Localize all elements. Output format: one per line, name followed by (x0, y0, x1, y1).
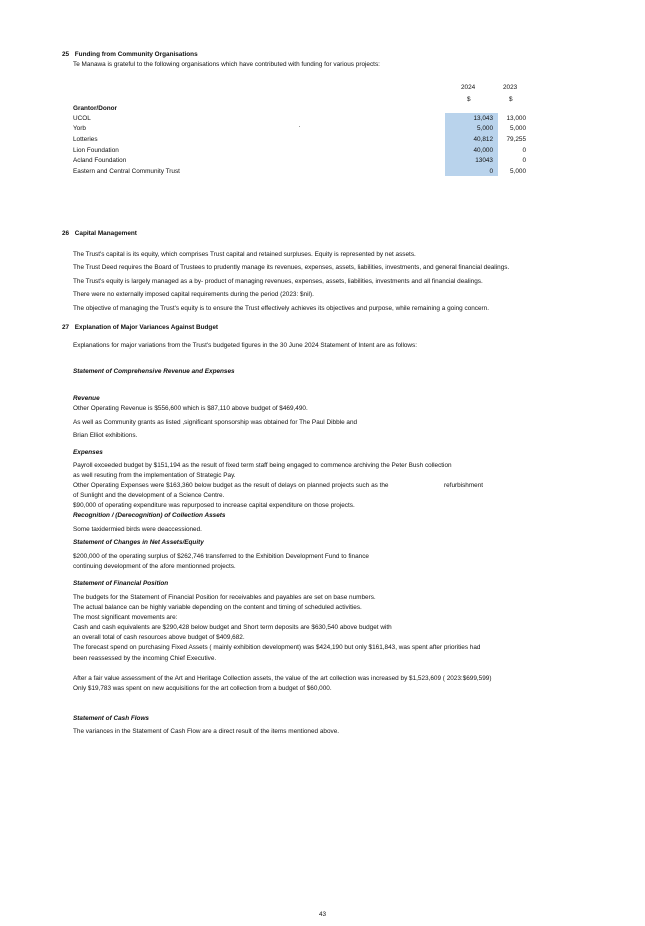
grantor-name: Acland Foundation (73, 157, 127, 164)
value-2023: 79,255 (506, 136, 526, 143)
value-2024: 40,812 (473, 136, 493, 143)
art-collection-line: Only $19,783 was spent on new acquisitions for the art collection from a budget of $60,000. (73, 685, 332, 692)
expenses-line: Other Operating Expenses were $163,360 below budget as the result of delays on planned projects such as the (73, 482, 389, 489)
section-title: Capital Management (74, 230, 137, 237)
value-2023: 0 (522, 147, 526, 154)
grantor-name: UCOL (73, 115, 91, 122)
net-assets-heading: Statement of Changes in Net Assets/Equity (73, 539, 204, 546)
page-number: 43 (318, 911, 327, 918)
capital-para: The Trust's capital is its equity, which comprises Trust capital and retained surpluses. Equity is represented by net assets. (73, 251, 416, 258)
value-2023: 0 (522, 157, 526, 164)
value-2024: 0 (489, 168, 493, 175)
capital-para: There were no externally imposed capital requirements during the period (2023: $nil). (73, 291, 314, 298)
cash-flows-heading: Statement of Cash Flows (73, 715, 149, 722)
expenses-heading: Expenses (73, 449, 103, 456)
section-25-heading (62, 51, 198, 59)
financial-position-line: The most significant movements are: (73, 614, 178, 621)
revenue-heading: Revenue (73, 395, 100, 402)
expenses-line: of Sunlight and the development of a Science Centre. (73, 492, 225, 499)
capital-para: The Trust Deed requires the Board of Trustees to prudently manage its revenues, expenses, assets, liabilities, investments, and general financial dealings. (73, 264, 510, 271)
grantor-name: Lotteries (73, 136, 98, 143)
col-year-2023: 2023 (503, 84, 518, 91)
stray-dot (299, 126, 300, 127)
section-number: 25 (62, 51, 70, 58)
expenses-line: as well resuting from the implementation of Strategic Pay. (73, 472, 236, 479)
value-2023: 5,000 (510, 168, 526, 175)
revenue-line: Brian Elliot exhibitions. (73, 432, 138, 439)
financial-position-line: Cash and cash equivalents are $290,428 below budget and Short term deposits are $630,540 above budget with (73, 624, 392, 631)
section-27-heading (62, 324, 218, 332)
value-2024: 40,000 (473, 147, 493, 154)
expenses-line: $90,000 of operating expenditure was repurposed to increase capital expenditure on those projects. (73, 502, 355, 509)
value-2024: 13043 (475, 157, 493, 164)
net-assets-line: $200,000 of the operating surplus of $262,746 transferred to the Exhibition Development Fund to finance (73, 553, 369, 560)
section-number: 26 (62, 230, 70, 237)
section-number: 27 (62, 324, 70, 331)
value-2023: 5,000 (510, 125, 526, 132)
value-2024: 5,000 (477, 125, 493, 132)
col-year-2024: 2024 (461, 84, 476, 91)
financial-position-line: The actual balance can be highly variable depending on the content and timing of scheduled activities. (73, 604, 362, 611)
financial-position-line: The budgets for the Statement of Financial Position for receivables and payables are set on base numbers. (73, 594, 376, 601)
capital-para: The objective of managing the Trust's equity is to ensure the Trust effectively achieves its objectives and purpose, while remaining a going concern. (73, 305, 490, 312)
refurbishment-word: refurbishment (444, 482, 484, 489)
financial-position-line: The forecast spend on purchasing Fixed Assets ( mainly exhibition development) was $424,190 but only $161,843, was spent after priorities had (73, 644, 481, 651)
grantor-name: Eastern and Central Community Trust (73, 168, 180, 175)
recognition-heading: Recognition / (Derecognition) of Collection Assets (73, 512, 226, 519)
col-unit-2024: $ (467, 96, 471, 103)
financial-position-line: been reassessed by the incoming Chief Executive. (73, 655, 217, 662)
value-2024: 13,043 (473, 115, 493, 122)
net-assets-line: continuing development of the afore mentionned projects. (73, 563, 236, 570)
revenue-line: Other Operating Revenue is $556,600 which is $87,110 above budget of $469,490. (73, 405, 308, 412)
funding-intro: Te Manawa is grateful to the following organisations which have contributed with funding for various projects: (73, 61, 380, 68)
expenses-line: Payroll exceeded budget by $151,194 as the result of fixed term staff being engaged to commence archiving the Peter Bush collection (73, 462, 452, 469)
col-unit-2023: $ (509, 96, 513, 103)
revenue-line: As well as Community grants as listed ,significant sponsorship was obtained for The Paul Dibble and (73, 419, 358, 426)
financial-position-line: an overall total of cash resources above budget of $409,682. (73, 634, 245, 641)
recognition-line: Some taxidermied birds were deaccessioned. (73, 526, 202, 533)
grantor-name: Yorb (73, 125, 86, 132)
grantor-header: Grantor/Donor (73, 105, 118, 112)
grantor-name: Lion Foundation (73, 147, 119, 154)
section-title: Explanation of Major Variances Against Budget (74, 324, 219, 331)
scre-heading: Statement of Comprehensive Revenue and Expenses (73, 368, 235, 375)
value-2023: 13,000 (506, 115, 526, 122)
art-collection-line: After a fair value assessment of the Art and Heritage Collection assets, the value of the art collection was increased by $1,523,609 ( 2023:$699,599) (73, 675, 492, 682)
capital-para: The Trust's equity is largely managed as a by- product of managing revenues, expenses, assets, liabilities, investments and all financial dealings. (73, 278, 483, 285)
section-title: Funding from Community Organisations (74, 51, 198, 58)
variances-intro: Explanations for major variations from the Trust's budgeted figures in the 30 June 2024 Statement of Intent are as follows: (73, 342, 418, 349)
cash-flows-line: The variances in the Statement of Cash Flow are a direct result of the items mentioned above. (73, 728, 340, 735)
section-26-heading (62, 230, 137, 238)
financial-position-heading: Statement of Financial Position (73, 580, 169, 587)
